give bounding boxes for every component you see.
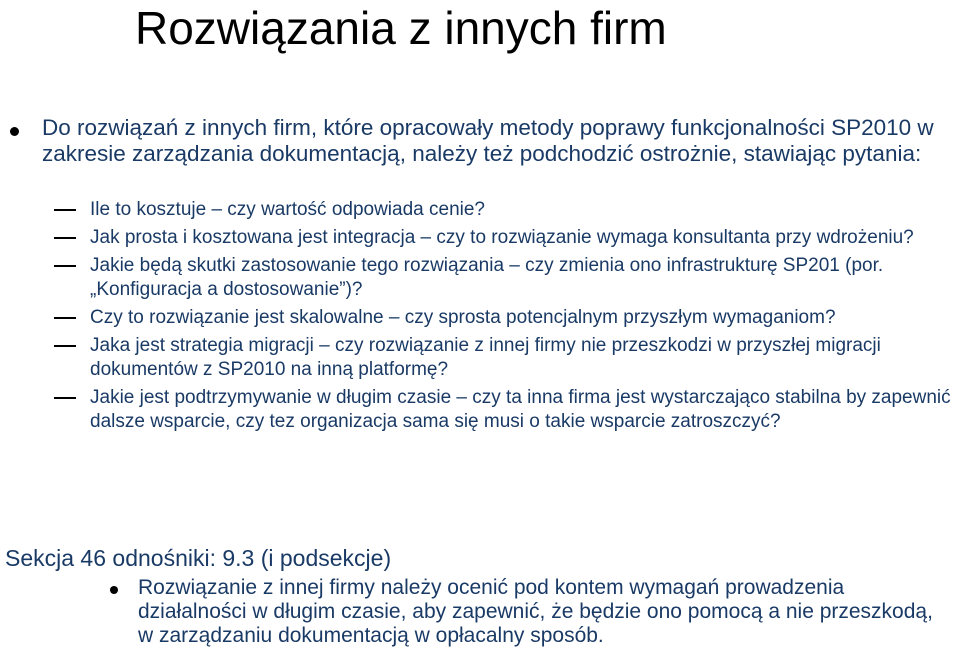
dash-icon	[54, 345, 76, 347]
question-item	[54, 198, 954, 222]
question-text: Jakie będą skutki zastosowanie tego rozwiązania – czy zmienia ono infrastrukturę SP201 (por. „Konfiguracja a dostosowanie”)?	[90, 255, 884, 300]
dash-icon	[54, 397, 76, 399]
question-text: Jak prosta i kosztowana jest integracja – czy to rozwiązanie wymaga konsultanta przy wdrożeniu?	[90, 227, 914, 248]
section-bullet-text: Rozwiązanie z innej firmy należy ocenić pod kontem wymagań prowadzenia działalności w długim czasie, aby zapewnić, że będzie ono pomocą a nie przeszkodą, w zarządzaniu dokumentacją w opłacalny sposób.	[138, 576, 933, 647]
question-text: Jaka jest strategia migracji – czy rozwiązanie z innej firmy nie przeszkodzi w przyszłej migracji dokumentów z SP2010 na inną platformę?	[90, 335, 881, 380]
dash-icon	[54, 209, 76, 211]
question-item	[54, 306, 954, 330]
question-item	[54, 226, 954, 250]
dash-icon	[54, 265, 76, 267]
question-text: Jakie jest podtrzymywanie w długim czasie – czy ta inna firma jest wystarczająco stabilna by zapewnić dalsze wsparcie, czy tez organizacja sama się musi o takie wsparcie zatroszczyć?	[90, 387, 951, 432]
dash-icon	[54, 317, 76, 319]
question-text: Czy to rozwiązanie jest skalowalne – czy sprosta potencjalnym przyszłym wymaganiom?	[90, 307, 836, 328]
slide-title: Rozwiązania z innych firm	[135, 2, 667, 54]
bullet-dot-icon	[110, 586, 118, 594]
question-item	[54, 254, 954, 302]
dash-icon	[54, 237, 76, 239]
main-bullet-text: Do rozwiązań z innych firm, które opracowały metody poprawy funkcjonalności SP2010 w zakresie zarządzania dokumentacją, należy też podchodzić ostrożnie, stawiając pytania:	[42, 115, 934, 166]
section-heading: Sekcja 46 odnośniki: 9.3 (i podsekcje)	[5, 545, 392, 571]
bullet-dot-icon	[10, 127, 19, 136]
question-item	[54, 386, 954, 434]
question-item	[54, 334, 954, 382]
question-text: Ile to kosztuje – czy wartość odpowiada cenie?	[90, 199, 485, 220]
question-list	[54, 198, 954, 438]
